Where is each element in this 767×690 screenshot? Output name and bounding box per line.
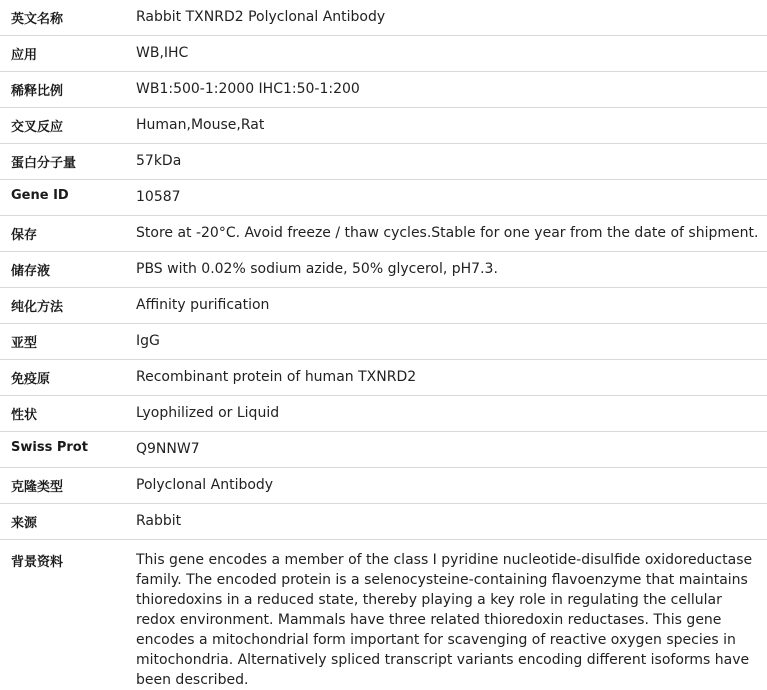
table-row [0, 108, 767, 144]
table-row [0, 360, 767, 396]
row-label: Gene ID [0, 180, 125, 216]
table-row [0, 0, 767, 36]
table-row [0, 468, 767, 504]
row-label: 来源 [0, 504, 125, 540]
table-row [0, 504, 767, 540]
row-label: 应用 [0, 36, 125, 72]
table-row [0, 324, 767, 360]
row-value: Store at -20°C. Avoid freeze / thaw cycles.Stable for one year from the date of shipment. [125, 216, 767, 252]
row-value: Recombinant protein of human TXNRD2 [125, 360, 767, 396]
table-row [0, 36, 767, 72]
row-value: Q9NNW7 [125, 432, 767, 468]
row-value: WB,IHC [125, 36, 767, 72]
table-row [0, 288, 767, 324]
row-label: 亚型 [0, 324, 125, 360]
row-value: 10587 [125, 180, 767, 216]
row-value: Lyophilized or Liquid [125, 396, 767, 432]
table-row [0, 396, 767, 432]
row-value: IgG [125, 324, 767, 360]
row-value: PBS with 0.02% sodium azide, 50% glycerol, pH7.3. [125, 252, 767, 288]
row-label: 储存液 [0, 252, 125, 288]
row-label: 纯化方法 [0, 288, 125, 324]
row-value: Rabbit TXNRD2 Polyclonal Antibody [125, 0, 767, 36]
row-value: 57kDa [125, 144, 767, 180]
row-value: Rabbit [125, 504, 767, 540]
row-label: 背景资料 [0, 540, 125, 690]
table-row [0, 72, 767, 108]
table-row [0, 252, 767, 288]
row-value: WB1:500-1:2000 IHC1:50-1:200 [125, 72, 767, 108]
table-row [0, 180, 767, 216]
row-label: 克隆类型 [0, 468, 125, 504]
table-row [0, 144, 767, 180]
row-label: 英文名称 [0, 0, 125, 36]
row-label: 稀释比例 [0, 72, 125, 108]
row-label: 交叉反应 [0, 108, 125, 144]
row-label: Swiss Prot [0, 432, 125, 468]
row-label: 免疫原 [0, 360, 125, 396]
row-value: Affinity purification [125, 288, 767, 324]
row-label: 保存 [0, 216, 125, 252]
background-description: This gene encodes a member of the class I pyridine nucleotide-disulfide oxidoreductase family. The encoded protein is a selenocysteine-containing flavoenzyme that maintains thioredoxins in a reduced state, thereby playing a key role in regulating the cellular redox environment. Mammals have three related thioredoxin reductases. This gene encodes a mitochondrial form important for scavenging of reactive oxygen species in mitochondria. Alternatively spliced transcript variants encoding different isoforms have been described. [125, 540, 767, 690]
table-row [0, 540, 767, 690]
table-row [0, 432, 767, 468]
row-label: 性状 [0, 396, 125, 432]
row-label: 蛋白分子量 [0, 144, 125, 180]
table-row [0, 216, 767, 252]
row-value: Polyclonal Antibody [125, 468, 767, 504]
row-value: Human,Mouse,Rat [125, 108, 767, 144]
